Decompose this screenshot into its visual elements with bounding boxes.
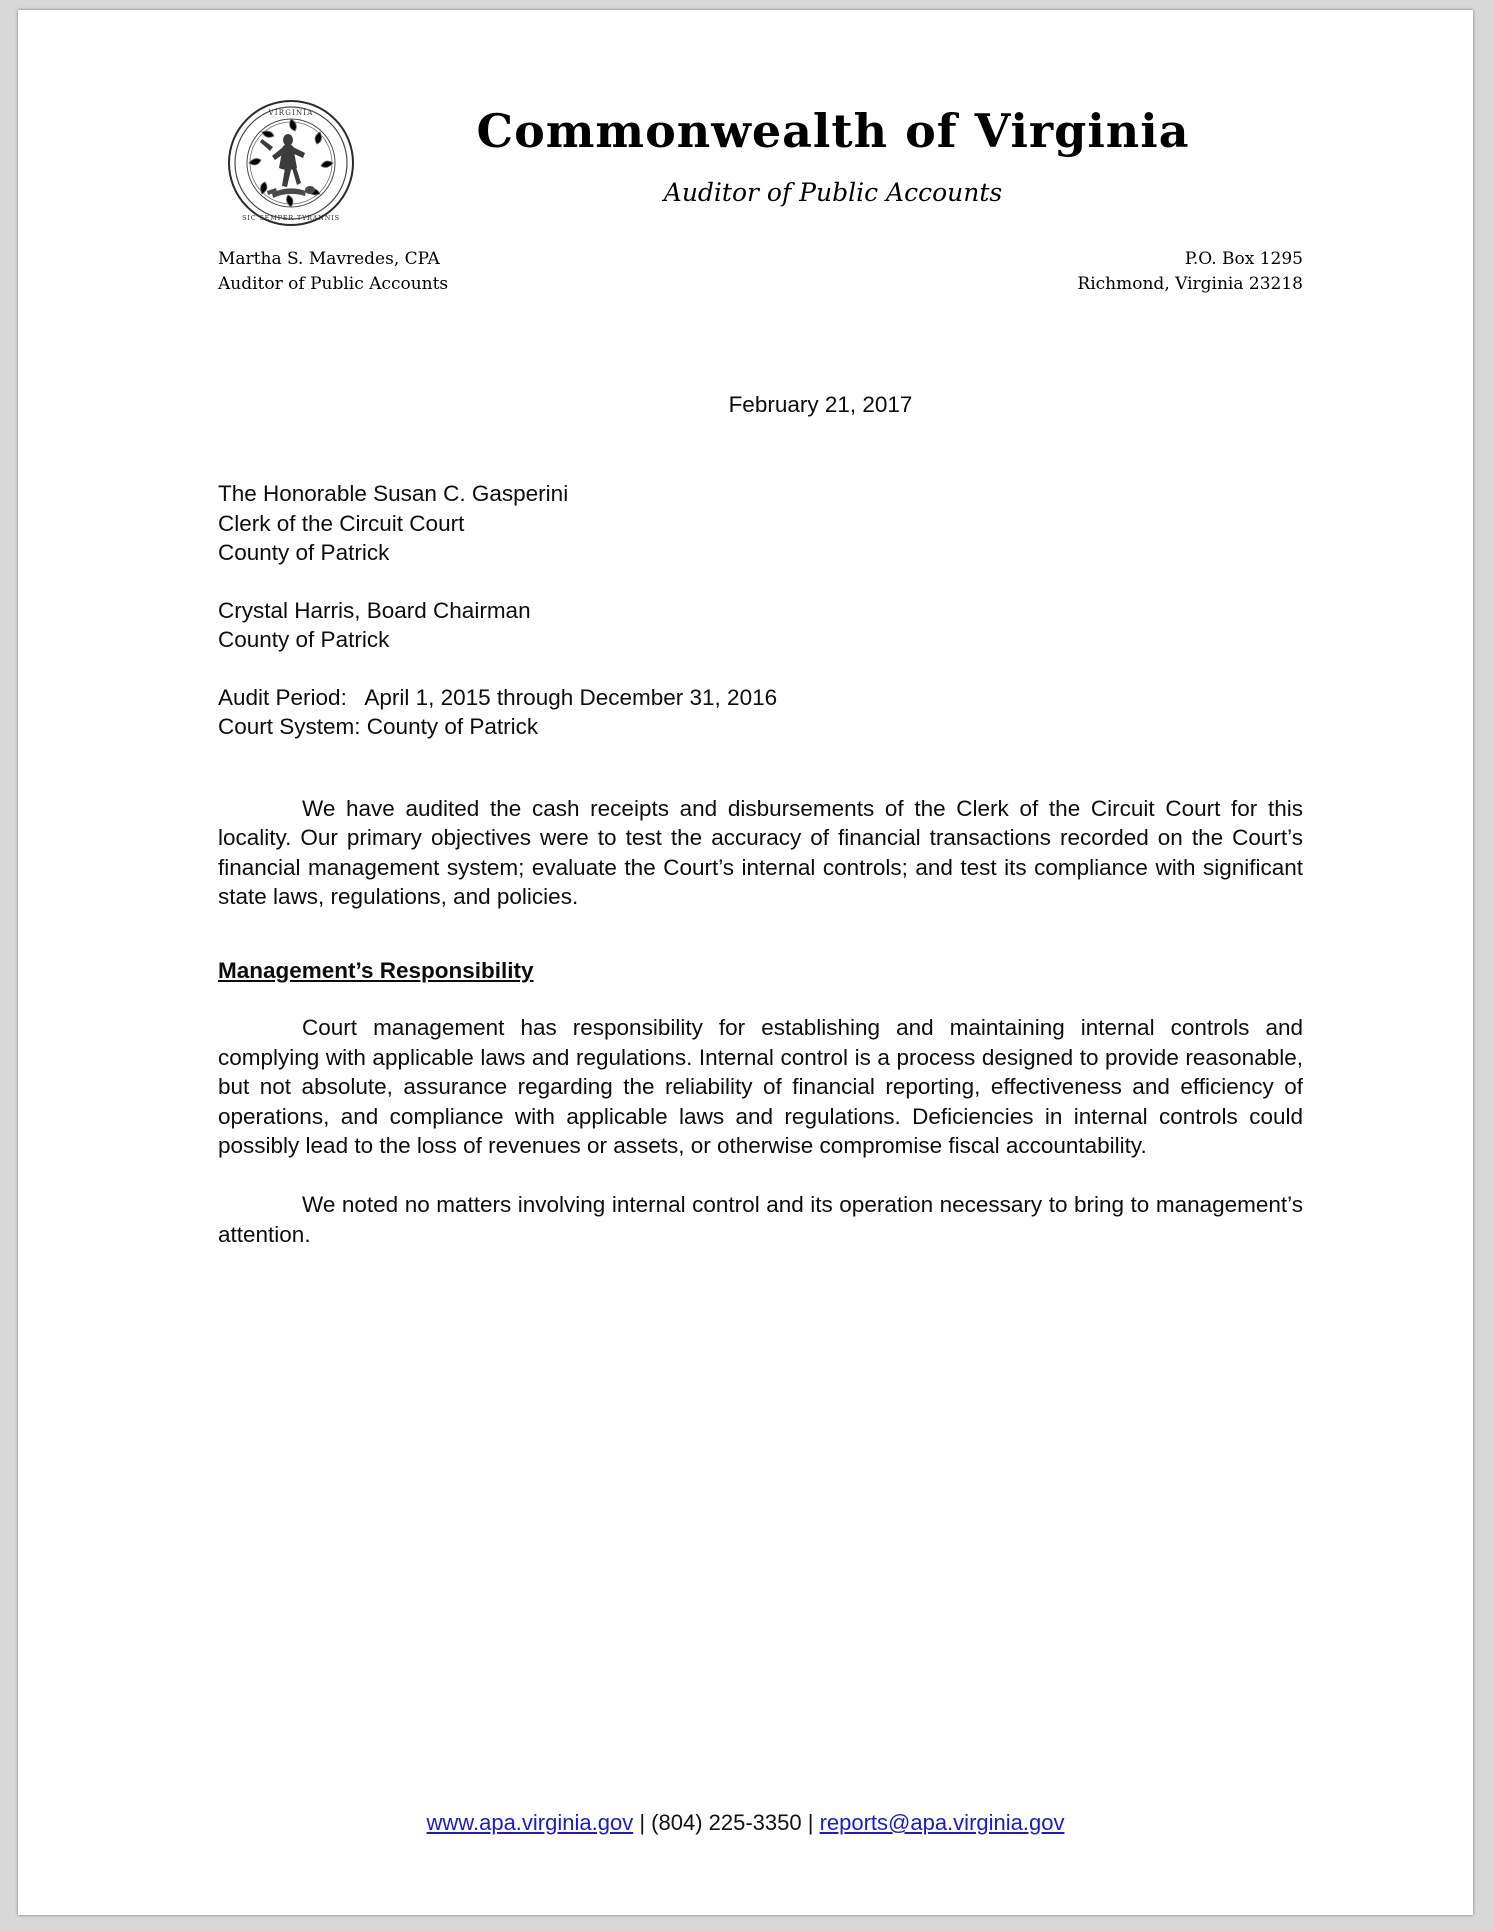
virginia-state-seal-icon (226, 98, 356, 228)
mailing-address (1077, 247, 1303, 296)
email-link[interactable]: reports@apa.virginia.gov (819, 1810, 1065, 1835)
website-link[interactable]: www.apa.virginia.gov (426, 1810, 634, 1835)
svg-text:VIRGINIA: VIRGINIA (268, 109, 314, 117)
letter-body (218, 390, 1303, 1249)
organization-subtitle: Auditor of Public Accounts (663, 178, 1003, 207)
recipient-locality: County of Patrick (218, 540, 390, 566)
recipient-block-primary (218, 479, 1303, 567)
recipient-block-secondary (218, 596, 1303, 655)
section-heading-management-responsibility: Management’s Responsibility (218, 957, 534, 983)
body-spacer (218, 770, 1303, 794)
letter-date: February 21, 2017 (728, 392, 913, 417)
recipient-name: The Honorable Susan C. Gasperini (218, 481, 569, 507)
footer-separator-2: | (801, 1810, 820, 1835)
audit-info-block (218, 683, 1303, 742)
court-system: Court System: County of Patrick (218, 714, 539, 740)
officer-info (218, 247, 448, 296)
officer-name: Martha S. Mavredes, CPA (218, 249, 440, 269)
document-page (18, 10, 1473, 1915)
phone-number: (804) 225-3350 (651, 1810, 802, 1835)
address-line-1: P.O. Box 1295 (1184, 249, 1303, 269)
address-line-2: Richmond, Virginia 23218 (1077, 273, 1303, 294)
footer-separator-1: | (633, 1810, 652, 1835)
organization-title: Commonwealth of Virginia (476, 104, 1190, 158)
recipient2-name: Crystal Harris, Board Chairman (218, 597, 531, 623)
paragraph-management-responsibility: Court management has responsibility for establishing and maintaining internal controls and complying with applicable laws and regulations. Internal control is a process designed to provide reasonable, but not absolute, assurance regarding the reliability of financial reporting, effectiveness and efficiency of operations, and compliance with applicable laws and regulations. Deficiencies in internal controls could possibly lead to the loss of revenues or assets, or otherwise compromise fiscal accountability. (218, 1015, 1303, 1158)
page-content (18, 10, 1473, 1915)
letterhead (218, 82, 1303, 292)
audit-period: Audit Period: April 1, 2015 through December 31, 2016 (218, 684, 778, 710)
recipient-title: Clerk of the Circuit Court (218, 510, 465, 536)
officer-title: Auditor of Public Accounts (218, 273, 449, 294)
paragraph-intro: We have audited the cash receipts and disbursements of the Clerk of the Circuit Court for this locality. Our primary objectives were to test the accuracy of financial transactions recorded on the Court’s financial management system; evaluate the Court’s internal controls; and test its compliance with significant state laws, regulations, and policies. (218, 795, 1303, 910)
page-footer (18, 1810, 1473, 1836)
paragraph-no-matters: We noted no matters involving internal control and its operation necessary to bring to management’s attention. (218, 1192, 1303, 1247)
svg-text:SIC SEMPER TYRANNIS: SIC SEMPER TYRANNIS (242, 214, 340, 222)
recipient2-locality: County of Patrick (218, 627, 390, 653)
